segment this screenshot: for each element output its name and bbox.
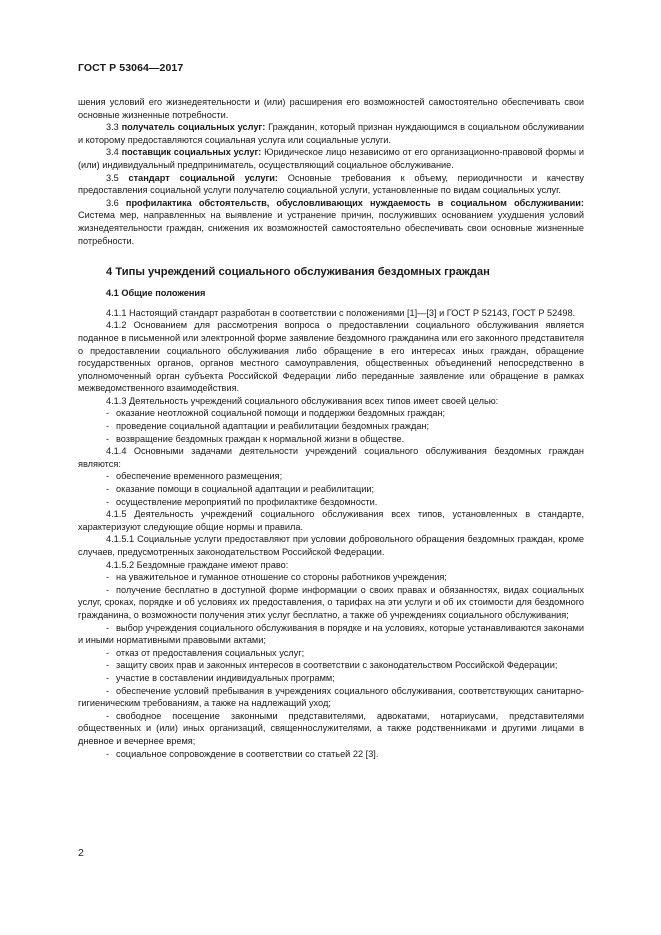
clause-4-1-5-2: 4.1.5.2 Бездомные граждане имеют право:	[106, 559, 289, 570]
paragraph-continued: шения условий его жизнедеятельности и (или) расширения его возможностей самостоятельно обеспечивать свои основные жизненные потребности.	[78, 97, 584, 120]
clause-4-1-3: 4.1.3 Деятельность учреждений социального обслуживания всех типов имеет своей целью:	[106, 395, 499, 406]
term-title: профилактика обстоятельств, обусловливающих нуждаемость в социальном обслуживании:	[125, 197, 584, 208]
list-item: - возвращение бездомных граждан к нормальной жизни в обществе.	[106, 433, 405, 444]
list-item: - оказание помощи в социальной адаптации и реабилитации;	[106, 484, 375, 495]
term-title: стандарт социальной услуги:	[128, 172, 278, 183]
list-item: - свободное посещение законными представителями, адвокатами, нотариусами, представителями общественных и (или) иных организаций, священнослужителями, а также родственниками и другими лицами в дневное и вечернее время;	[78, 710, 584, 746]
clause-4-1-4: 4.1.4 Основными задачами деятельности учреждений социального обслуживания бездомных граждан являются:	[78, 446, 584, 469]
list-item: - участие в составлении индивидуальных программ;	[106, 672, 335, 683]
document-body	[78, 96, 584, 760]
term-3-5: 3.5 стандарт социальной услуги: Основные требования к объему, периодичности и качеству предоставления социальной услуги получателю социальной услуги, установленные по видам социальных услуг.	[78, 172, 585, 196]
list-item: - оказание неотложной социальной помощи и поддержки бездомных граждан;	[106, 408, 446, 419]
list-item: - на уважительное и гуманное отношение со стороны работников учреждения;	[106, 572, 447, 583]
subsection-title: 4.1 Общие положения	[106, 288, 206, 299]
list-item: - выбор учреждения социального обслуживания в порядке и на условиях, которые устанавливаются законами и иными нормативными правовыми актами;	[78, 622, 584, 646]
clause-4-1-1: 4.1.1 Настоящий стандарт разработан в соответствии с положениями [1]—[3] и ГОСТ Р 52143, ГОСТ Р 52498.	[106, 307, 576, 318]
list-item: - отказ от предоставления социальных услуг;	[106, 647, 305, 658]
term-title: поставщик социальных услуг:	[121, 147, 262, 158]
term-title: получатель социальных услуг:	[121, 122, 266, 133]
document-header: ГОСТ Р 53064—2017	[78, 62, 184, 74]
list-item: - проведение социальной адаптации и реабилитации бездомных граждан;	[106, 421, 430, 432]
clause-4-1-5: 4.1.5 Деятельность учреждений социального обслуживания всех типов, установленных в стандарте, характеризуют следующие общие нормы и правила.	[78, 509, 584, 532]
clause-4-1-5-1: 4.1.5.1 Социальные услуги предоставляют при условии добровольного обращения бездомных граждан, кроме случаев, предусмотренных законодательством Российской Федерации.	[78, 534, 584, 557]
list-item: - обеспечение условий пребывания в учреждениях социального обслуживания, соответствующих санитарно-гигиеническим требованиям, а также на надлежащий уход;	[78, 685, 584, 709]
list-item: - защиту своих прав и законных интересов в соответствии с законодательством Российской Федерации;	[106, 660, 558, 671]
term-3-6: 3.6 профилактика обстоятельств, обусловливающих нуждаемость в социальном обслуживании: Система мер, направленных на выявление и устранение причин, послуживших основанием ухудшения условий жизнедеятельности граждан, снижения их возможностей самостоятельно обеспечивать свои основные жизненные потребности.	[78, 197, 584, 246]
list-item: - социальное сопровождение в соответствии со статьей 22 [3].	[106, 748, 379, 759]
term-3-4: 3.4 поставщик социальных услуг: Юридическое лицо независимо от его организационно-правовой формы и (или) индивидуальный предприниматель, осуществляющий социальное обслуживание.	[78, 147, 584, 170]
page-number: 2	[78, 847, 84, 859]
term-3-3: 3.3 получатель социальных услуг: Гражданин, который признан нуждающимся в социальном обслуживании и которому предоставляются социальная услуга или социальные услуги.	[78, 122, 585, 145]
list-item: - получение бесплатно в доступной форме информации о своих правах и обязанностях, видах социальных услуг, сроках, порядке и об условиях их предоставления, о тарифах на эти услуги и об их стоимости для бездомного гражданина, о возможности получения этих услуг бесплатно, а также об учреждениях социального обслуживания;	[78, 584, 584, 620]
clause-4-1-2: 4.1.2 Основанием для рассмотрения вопроса о предоставлении социального обслуживания является поданное в письменной или электронной форме заявление бездомного гражданина или его законного представителя о предоставлении социального обслуживания либо обращение в его интересах иных граждан, обращение государственных органов, органов местного самоуправления, общественных объединений непосредственно в уполномоченный орган субъекта Российской Федерации либо переданные заявление или обращение в рамках межведомственного взаимодействия.	[78, 320, 584, 394]
list-item: - осуществление мероприятий по профилактике бездомности.	[106, 496, 378, 507]
section-title: 4 Типы учреждений социального обслуживания бездомных граждан	[106, 266, 490, 279]
list-item: - обеспечение временного размещения;	[106, 471, 283, 482]
